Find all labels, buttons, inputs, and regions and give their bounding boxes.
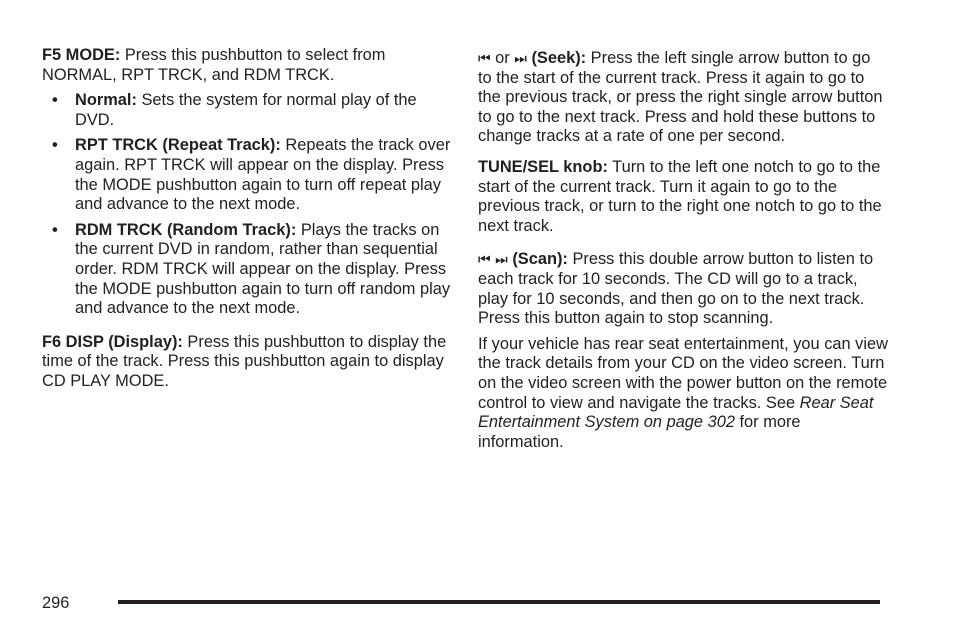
seek-forward-icon: ⏭ [514,50,527,66]
seek-paragraph [478,49,888,147]
seek-text: Press the left single arrow button to go to the start of the current track. Press it again to go to the previous track, or press the right single arrow button to go to the next track. Press and hold these buttons to change tracks at a rate of one per second. [478,49,883,146]
seek-back-icon: ⏮ [478,50,491,66]
bullet-normal-label: Normal: [75,91,137,110]
bullet-icon: • [52,91,58,110]
f6-display-label: F6 DISP (Display): [42,332,183,351]
f5-mode-paragraph [42,46,452,85]
rear-seat-paragraph [478,335,888,453]
bullet-repeat-track-label: RPT TRCK (Repeat Track): [75,136,281,155]
scan-forward-icon: ⏭ [495,251,508,268]
rear-seat-text: If your vehicle has rear seat entertainment, you can view the track details from your CD on the video screen. Turn on the video screen with the power button on the remote control to view and navigate the tracks. See [478,334,888,412]
bullet-random-track [42,221,452,319]
bullet-repeat-track-text: Repeats the track over again. RPT TRCK will appear on the display. Press the MODE pushbutton again to turn off repeat play and advance to the next mode. [75,136,451,214]
seek-or-text: or [490,49,515,67]
f6-display-paragraph [42,333,452,392]
tune-sel-paragraph [478,158,888,236]
scan-text: Press this double arrow button to listen to each track for 10 seconds. The CD will go to a track, play for 10 seconds, and then go on to the next track. Press this button again to stop scanning. [478,250,874,328]
mode-bullet-list [42,91,452,319]
bullet-repeat-track [42,136,452,214]
bullet-random-track-label: RDM TRCK (Random Track): [75,220,297,239]
rear-seat-tail: for more information. [478,413,801,451]
f5-mode-text: Press this pushbutton to select from NORMAL, RPT TRCK, and RDM TRCK. [42,46,386,84]
scan-label: (Scan): [512,250,568,269]
bullet-icon: • [52,136,58,155]
scan-paragraph [478,250,888,328]
scan-back-icon: ⏮ [478,251,491,268]
tune-sel-text: Turn to the left one notch to go to the start of the current track. Turn it again to go to the previous track, or turn to the right one notch to go to the next track. [478,157,882,235]
bullet-normal-text: Sets the system for normal play of the DVD. [75,91,417,129]
left-column [42,46,452,392]
f5-mode-label: F5 MODE: [42,46,121,64]
seek-label: (Seek): [531,49,587,67]
rear-seat-reference-link[interactable]: Rear Seat Entertainment System on page 302 [478,393,874,432]
footer-rule [118,600,880,604]
right-column [478,49,888,452]
bullet-random-track-text: Plays the tracks on the current DVD in random, rather than sequential order. RDM TRCK will appear on the display. Press the MODE pushbutton again to turn off random play and advance to the next mode. [75,220,451,318]
bullet-icon: • [52,220,58,239]
page-number: 296 [42,594,70,612]
tune-sel-label: TUNE/SEL knob: [478,157,608,176]
f6-display-text: Press this pushbutton to display the time of the track. Press this pushbutton again to display CD PLAY MODE. [42,332,447,390]
bullet-normal [42,91,452,130]
